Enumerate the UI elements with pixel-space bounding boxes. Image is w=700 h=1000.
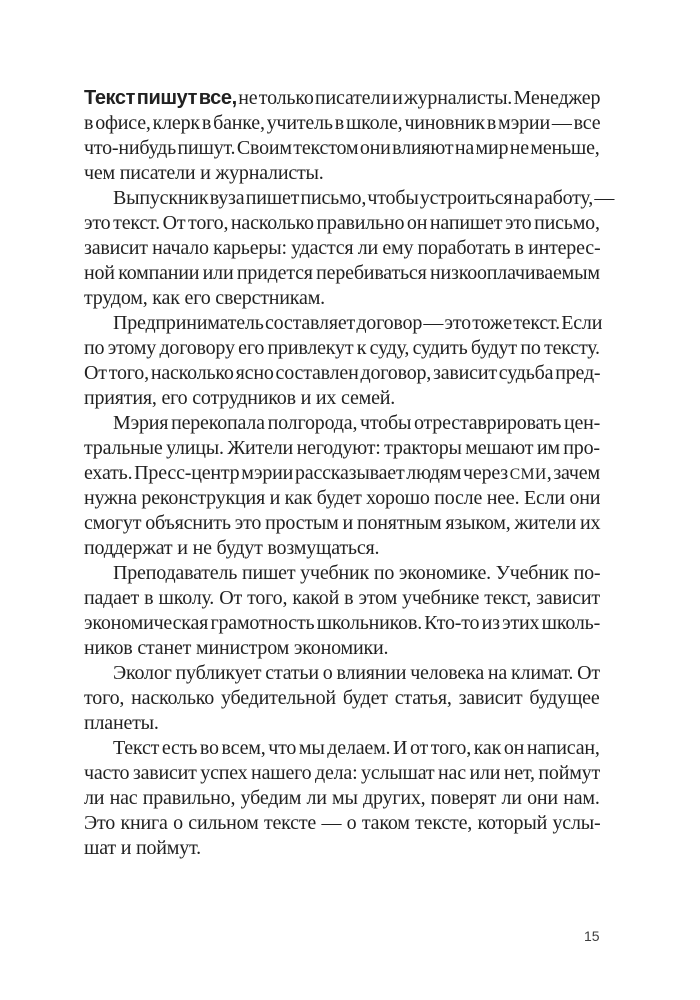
text-segment: ников станет министром экономики. (84, 637, 389, 659)
text-segment: того, насколько убедительной будет статья, зависит будущее (84, 687, 600, 709)
text-block (84, 86, 615, 861)
text-line (84, 136, 600, 161)
text-line-content (113, 561, 600, 586)
text-segment: нужна реконструкция и как будет хорошо после нее. Если они (84, 487, 601, 509)
text-line-content (84, 761, 600, 786)
text-line (84, 736, 600, 761)
text-line-content (84, 136, 600, 161)
text-segment: Эколог публикует статьи о влиянии человека на климат. От (113, 662, 600, 684)
text-segment: смогут объяснить это простым и понятным языком, жители их (84, 512, 601, 534)
text-line (84, 786, 600, 811)
text-segment: что-нибудь пишут. Своим текстом они влияют на мир не меньше, (84, 137, 600, 159)
text-segment: ной компании или придется перебиваться низкооплачиваемым (84, 262, 600, 284)
text-segment: трудом, как его сверстникам. (84, 287, 325, 309)
paragraph (84, 661, 600, 736)
paragraph (84, 561, 600, 661)
text-line-content (84, 711, 159, 736)
text-line-content (84, 86, 600, 111)
paragraph (84, 411, 600, 561)
paragraph (84, 86, 600, 186)
text-segment: поддержат и не будут возмущаться. (84, 537, 380, 559)
text-line-content (84, 261, 600, 286)
text-segment: От того, насколько ясно составлен договор, зависит судьба пред- (84, 362, 601, 384)
text-line (84, 111, 600, 136)
text-line (84, 236, 600, 261)
text-line-content (84, 386, 395, 411)
text-line (84, 311, 603, 336)
text-segment: приятия, его сотрудников и их семей. (84, 387, 396, 409)
text-line-content (84, 786, 600, 811)
paragraph (84, 311, 603, 411)
text-line-content (84, 511, 600, 536)
text-line-content (113, 311, 602, 336)
text-line-content (84, 811, 600, 836)
text-line (84, 261, 600, 286)
text-line-content (84, 586, 600, 611)
text-line (84, 686, 600, 711)
text-segment: по этому договору его привлекут к суду, судить будут по тексту. (84, 337, 600, 359)
text-segment: зависит начало карьеры: удастся ли ему поработать в интерес- (84, 237, 601, 259)
text-line (84, 386, 600, 411)
text-line (84, 411, 600, 436)
text-line (84, 536, 600, 561)
text-line-content (84, 636, 388, 661)
text-line (84, 211, 600, 236)
lead-bold-text: Текст пишут все, (84, 87, 237, 109)
text-segment: чем писатели и журналисты. (84, 162, 324, 184)
text-line (84, 811, 600, 836)
text-line (84, 186, 615, 211)
text-segment: ехать. Пресс-центр мэрии рассказывает людям через (84, 462, 510, 484)
text-line (84, 361, 600, 386)
text-line (84, 611, 600, 636)
text-segment: падает в школу. От того, какой в этом учебнике текст, зависит (84, 587, 600, 609)
paragraph (84, 186, 615, 311)
text-line-content (84, 836, 201, 861)
text-line (84, 86, 600, 111)
text-segment: это текст. От того, насколько правильно он напишет это письмо, (84, 212, 600, 234)
text-line-content (84, 436, 600, 461)
text-segment: Мэрия перекопала полгорода, чтобы отреставрировать цен- (113, 412, 601, 434)
text-line (84, 711, 600, 736)
text-line-content (84, 536, 379, 561)
text-line-content (113, 661, 600, 686)
text-line-content (113, 186, 614, 211)
text-line-content (84, 461, 600, 487)
text-line (84, 461, 600, 486)
text-line (84, 586, 600, 611)
text-line-content (84, 161, 324, 186)
smallcaps-text: СМИ (509, 466, 547, 483)
text-line (84, 561, 600, 586)
text-line (84, 661, 600, 686)
text-line-content (84, 286, 325, 311)
text-line-content (84, 111, 600, 136)
text-line (84, 511, 600, 536)
text-line-content (113, 736, 600, 761)
text-line (84, 486, 600, 511)
text-segment: планеты. (84, 712, 159, 734)
text-segment: Предприниматель составляет договор — это тоже текст. Если (113, 312, 603, 334)
text-line (84, 761, 600, 786)
text-line-content (84, 686, 600, 711)
text-segment: Текст есть во всем, что мы делаем. И от того, как он написан, (113, 737, 600, 759)
text-segment: шат и поймут. (84, 837, 201, 859)
text-line (84, 836, 600, 861)
text-segment: , зачем (546, 462, 600, 484)
text-segment: Преподаватель пишет учебник по экономике. Учебник по- (113, 562, 601, 584)
text-line (84, 286, 600, 311)
page-number: 15 (584, 928, 600, 944)
text-line-content (113, 411, 600, 436)
text-segment: экономическая грамотность школьников. Кто-то из этих школь- (84, 612, 601, 634)
text-line-content (84, 611, 600, 636)
text-segment: часто зависит успех нашего дела: услышат нас или нет, поймут (84, 762, 601, 784)
paragraph (84, 736, 600, 861)
text-line-content (84, 336, 600, 361)
text-line-content (84, 211, 600, 236)
text-line (84, 161, 600, 186)
text-segment: Выпускник вуза пишет письмо, чтобы устроиться на работу, — (113, 187, 615, 209)
text-line (84, 336, 600, 361)
text-line-content (84, 236, 600, 261)
text-line-content (84, 361, 600, 386)
text-line (84, 636, 600, 661)
text-segment: ли нас правильно, убедим ли мы других, поверят ли они нам. (84, 787, 600, 809)
text-segment: не только писатели и журналисты. Менеджер (236, 87, 601, 109)
text-line-content (84, 486, 600, 511)
text-segment: тральные улицы. Жители негодуют: тракторы мешают им про- (84, 437, 600, 459)
text-line (84, 436, 600, 461)
text-segment: Это книга о сильном тексте — о таком тексте, который услы- (84, 812, 601, 834)
text-segment: в офисе, клерк в банке, учитель в школе, чиновник в мэрии — все (84, 112, 601, 134)
